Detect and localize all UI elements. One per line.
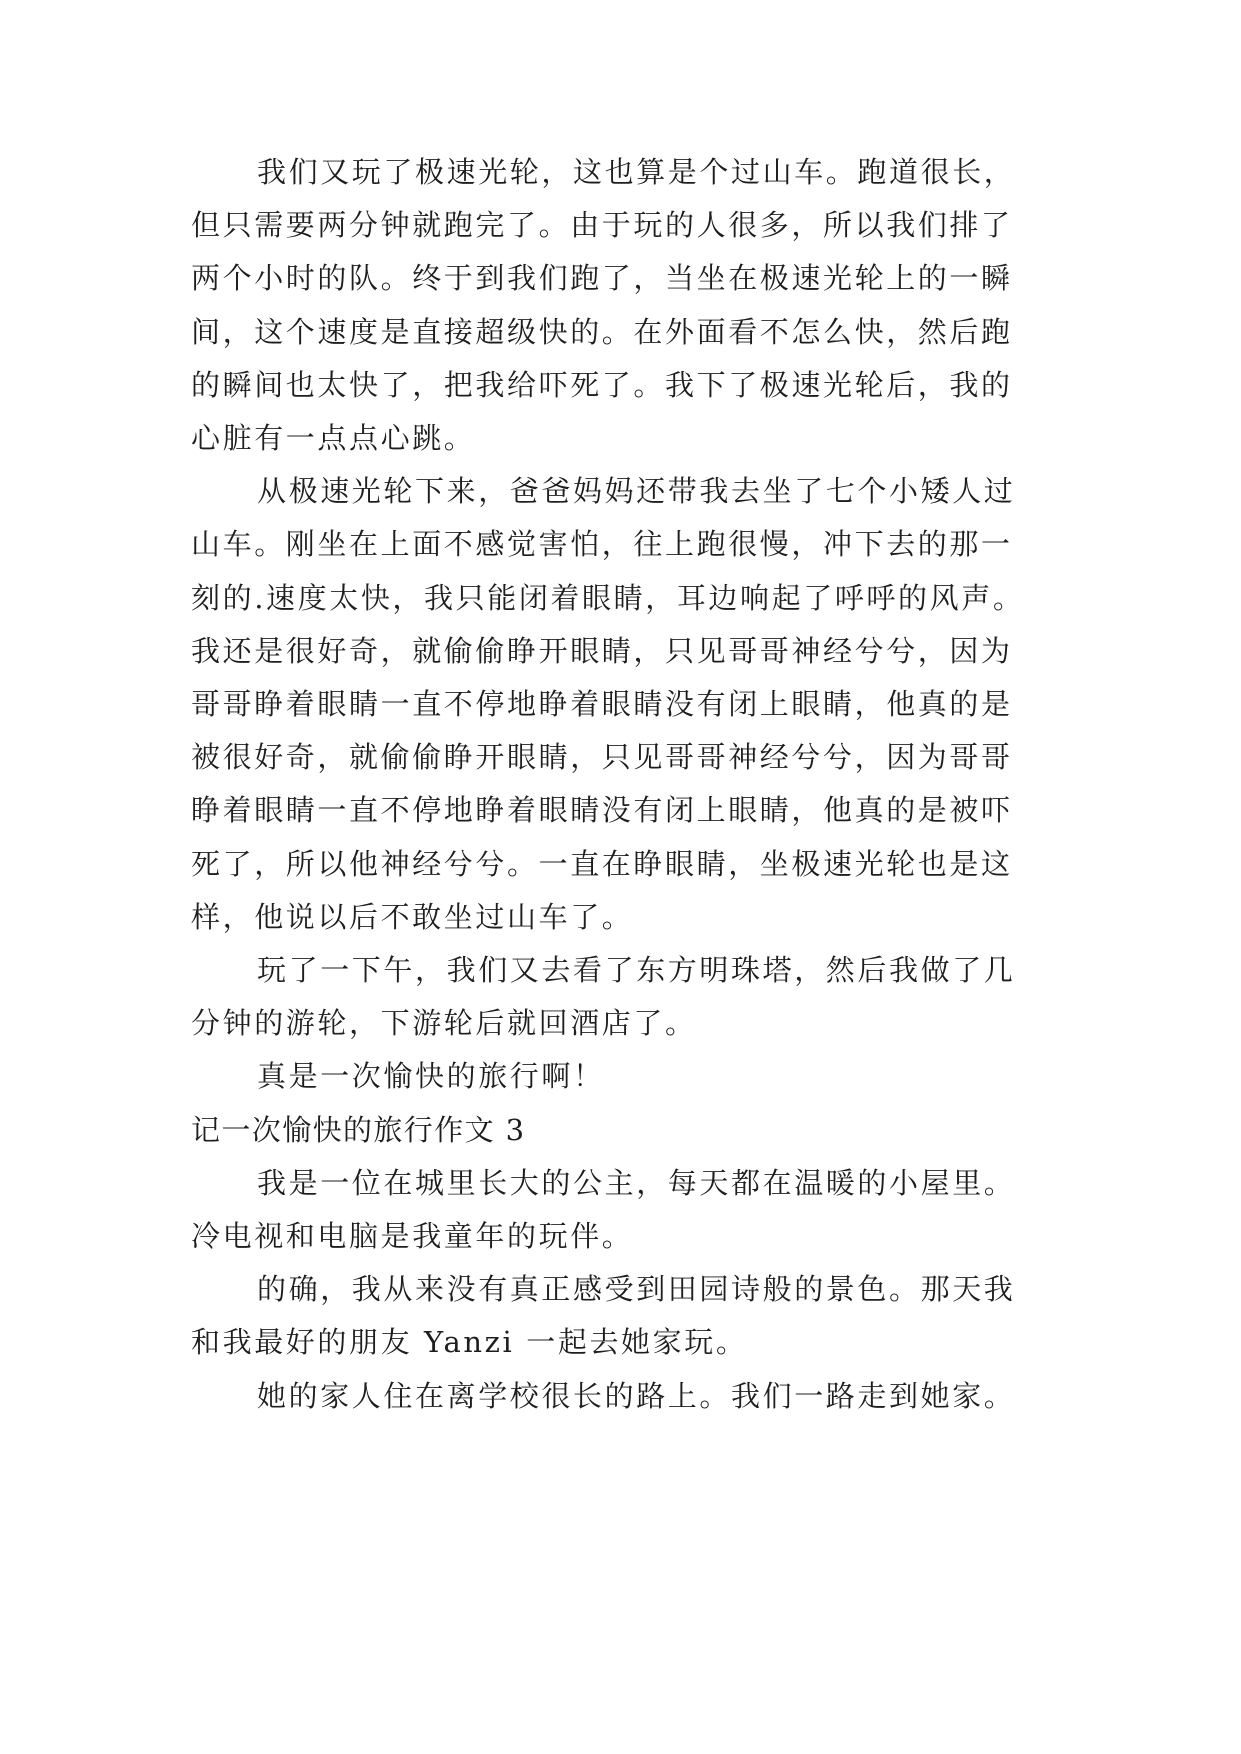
paragraph-line: 和我最好的朋友 Yanzi 一起去她家玩。	[191, 1325, 748, 1359]
paragraph-line: 哥哥睁着眼睛一直不停地睁着眼睛没有闭上眼睛，他真的是	[191, 687, 1013, 721]
paragraph-line: 玩了一下午，我们又去看了东方明珠塔，然后我做了几	[257, 953, 1016, 987]
paragraph-line: 分钟的游轮，下游轮后就回酒店了。	[191, 1006, 697, 1040]
section-heading: 记一次愉快的旅行作文 3	[191, 1113, 526, 1147]
paragraph-line: 我是一位在城里长大的公主，每天都在温暖的小屋里。	[257, 1166, 1016, 1200]
paragraph-line: 两个小时的队。终于到我们跑了，当坐在极速光轮上的一瞬	[191, 261, 1013, 295]
paragraph-line: 睁着眼睛一直不停地睁着眼睛没有闭上眼睛，他真的是被吓	[191, 793, 1013, 827]
paragraph-line: 被很好奇，就偷偷睁开眼睛，只见哥哥神经兮兮，因为哥哥	[191, 740, 1013, 774]
paragraph-line: 我们又玩了极速光轮，这也算是个过山车。跑道很长，	[257, 155, 1016, 189]
paragraph-line: 的确，我从来没有真正感受到田园诗般的景色。那天我	[257, 1272, 1016, 1306]
paragraph-line: 死了，所以他神经兮兮。一直在睁眼睛，坐极速光轮也是这	[191, 847, 1013, 881]
paragraph-line: 的瞬间也太快了，把我给吓死了。我下了极速光轮后，我的	[191, 368, 1013, 402]
paragraph-line: 真是一次愉快的旅行啊！	[257, 1059, 605, 1093]
paragraph-line: 但只需要两分钟就跑完了。由于玩的人很多，所以我们排了	[191, 208, 1013, 242]
paragraph-line: 她的家人住在离学校很长的路上。我们一路走到她家。	[257, 1379, 1016, 1413]
paragraph-line: 我还是很好奇，就偷偷睁开眼睛，只见哥哥神经兮兮，因为	[191, 634, 1013, 668]
paragraph-line: 从极速光轮下来，爸爸妈妈还带我去坐了七个小矮人过	[257, 474, 1016, 508]
paragraph-line: 山车。刚坐在上面不感觉害怕，往上跑很慢，冲下去的那一	[191, 527, 1013, 561]
paragraph-line: 刻的.速度太快，我只能闭着眼睛，耳边响起了呼呼的风声。	[191, 581, 1025, 615]
paragraph-line: 心脏有一点点心跳。	[191, 421, 476, 455]
paragraph-line: 冷电视和电脑是我童年的玩伴。	[191, 1219, 634, 1253]
paragraph-line: 样，他说以后不敢坐过山车了。	[191, 900, 634, 934]
paragraph-line: 间，这个速度是直接超级快的。在外面看不怎么快，然后跑	[191, 315, 1013, 349]
